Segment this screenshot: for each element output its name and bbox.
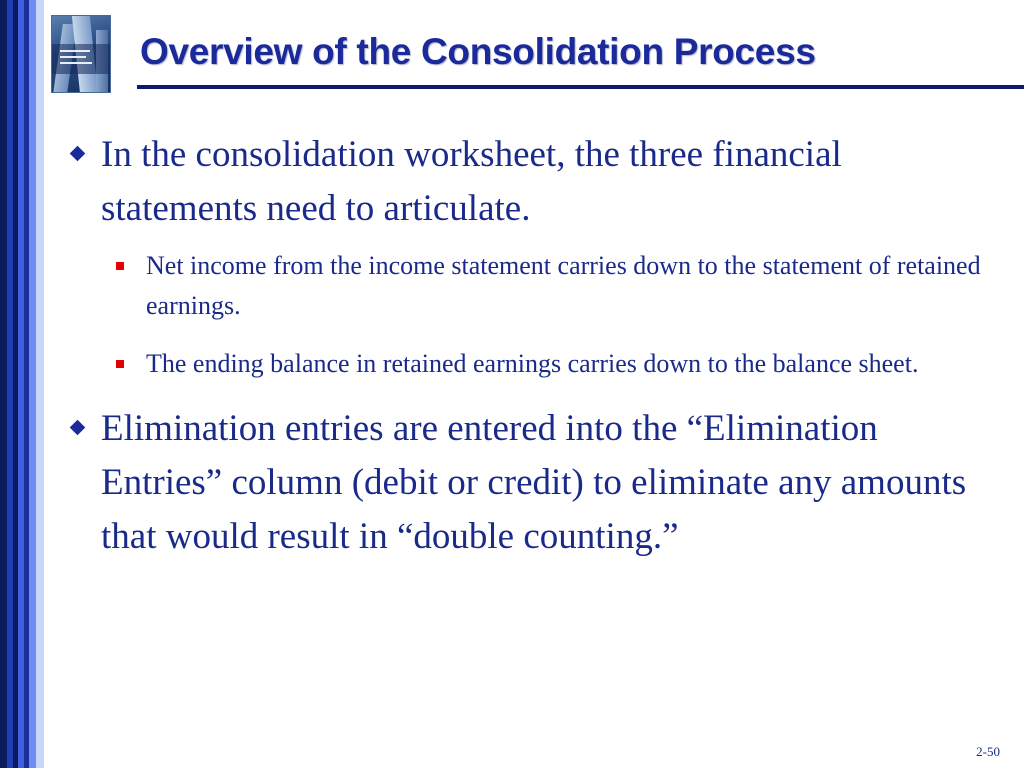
left-decorative-stripes: [0, 0, 44, 768]
sub-bullet-text: Net income from the income statement carries down to the statement of retained earnings.: [146, 251, 981, 320]
sub-bullet-item: [66, 344, 996, 384]
square-bullet-icon: [116, 360, 124, 368]
bullet-item: [66, 402, 996, 564]
book-cover-thumbnail: [51, 15, 111, 93]
sub-bullet-item: [66, 246, 996, 326]
page-number: 2-50: [976, 744, 1000, 759]
square-bullet-icon: [116, 262, 124, 270]
sub-bullet-list: [66, 246, 996, 384]
diamond-bullet-icon: [70, 420, 86, 436]
bullet-text: Elimination entries are entered into the “Elimination Entries” column (debit or credit) to eliminate any amounts that would result in “double counting.”: [101, 408, 967, 557]
sub-bullet-text: The ending balance in retained earnings carries down to the balance sheet.: [146, 349, 919, 378]
bullet-text: In the consolidation worksheet, the three financial statements need to articulate.: [101, 134, 842, 229]
title-underline-rule: [137, 85, 1024, 89]
slide-title: Overview of the Consolidation Process: [140, 31, 816, 72]
diamond-bullet-icon: [70, 146, 86, 162]
bullet-list: [66, 128, 996, 574]
bullet-item: [66, 128, 996, 236]
